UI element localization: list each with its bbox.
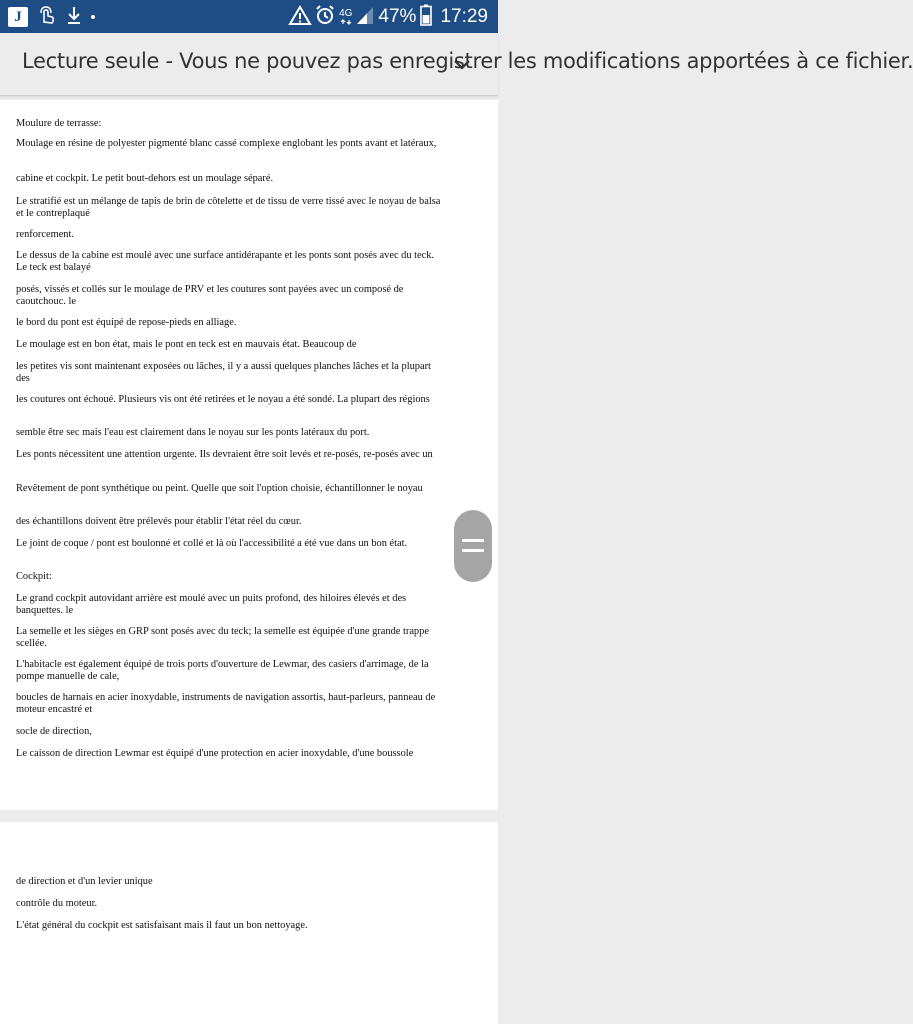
paragraph: de direction et d'un levier unique [16, 876, 153, 887]
status-bar [0, 0, 498, 33]
paragraph: Le dessus de la cabine est moulé avec une surface antidérapante et les ponts sont posés avec du teck. Le teck est balayé [16, 250, 435, 273]
fast-scroll-handle[interactable] [454, 510, 492, 582]
document-page-2 [0, 822, 498, 1024]
handle-grip-line [462, 539, 484, 542]
paragraph: des échantillons doivent être prélevés pour établir l'état réel du cœur. [16, 516, 302, 527]
network-type-indicator: 4G [339, 9, 352, 25]
signal-icon [356, 5, 374, 30]
paragraph: renforcement. [16, 229, 74, 240]
paragraph: boucles de harnais en acier inoxydable, instruments de navigation assortis, haut-parleurs, panneau de moteur encastré et [16, 692, 436, 715]
paragraph: Le caisson de direction Lewmar est équipé d'une protection en acier inoxydable, d'une boussole [16, 748, 414, 759]
paragraph: L'état général du cockpit est satisfaisant mais il faut un bon nettoyage. [16, 920, 308, 931]
paragraph: semble être sec mais l'eau est clairement dans le noyau sur les ponts latéraux du port. [16, 427, 370, 438]
paragraph: les coutures ont échoué. Plusieurs vis ont été retirées et le noyau a été sondé. La plupart des régions [16, 394, 430, 405]
section-heading-cockpit: Cockpit: [16, 571, 52, 582]
paragraph: Les ponts nécessitent une attention urgente. Ils devraient être soit levés et re-posés, re-posés avec un [16, 449, 433, 460]
paragraph: les petites vis sont maintenant exposées ou lâches, il y a aussi quelques planches lâches et la plupart des [16, 361, 431, 384]
paragraph: socle de direction, [16, 726, 92, 737]
download-icon [66, 5, 82, 30]
touch-icon [37, 5, 57, 30]
dot-icon [91, 15, 95, 19]
paragraph: posés, vissés et collés sur le moulage de PRV et les coutures sont payées avec un composé de caoutchouc. le [16, 284, 404, 307]
handle-grip-line [462, 549, 484, 552]
section-heading-moulure: Moulure de terrasse: [16, 118, 102, 129]
read-only-banner-title[interactable]: Lecture seule - Vous ne pouvez pas enregistrer les modifications apportées à ce fichier. [22, 49, 913, 73]
battery-icon [420, 4, 432, 31]
paragraph: Le moulage est en bon état, mais le pont en teck est en mauvais état. Beaucoup de [16, 339, 357, 350]
paragraph: Le joint de coque / pont est boulonné et collé et là où l'accessibilité a été vue dans un bon état. [16, 538, 408, 549]
app-bar [0, 33, 913, 96]
alarm-icon [315, 5, 335, 30]
paragraph: La semelle et les sièges en GRP sont posés avec du teck; la semelle est équipée d'une grande trappe scellée. [16, 626, 429, 649]
paragraph: L'habitacle est également équipé de trois ports d'ouverture de Lewmar, des casiers d'arrimage, de la pompe manuelle de cale, [16, 659, 429, 682]
paragraph: Le grand cockpit autovidant arrière est moulé avec un puits profond, des hiloires élevés et des banquettes. le [16, 593, 407, 616]
paragraph: Le stratifié est un mélange de tapis de brin de côtelette et de tissu de verre tissé avec le noyau de balsa et le contreplaqué [16, 196, 441, 219]
warning-icon [289, 5, 311, 30]
app-j-icon: J [8, 7, 28, 27]
battery-percent: 47% [378, 6, 417, 27]
chevron-down-icon[interactable] [452, 55, 472, 75]
paragraph: le bord du pont est équipé de repose-pieds en alliage. [16, 317, 237, 328]
paragraph: cabine et cockpit. Le petit bout-dehors est un moulage séparé. [16, 173, 274, 184]
paragraph: Revêtement de pont synthétique ou peint. Quelle que soit l'option choisie, échantillonner le noyau [16, 483, 423, 494]
paragraph: Moulage en résine de polyester pigmenté blanc cassé complexe englobant les ponts avant et latéraux, [16, 138, 437, 149]
clock-time: 17:29 [440, 6, 488, 27]
document-page-1 [0, 100, 498, 810]
paragraph: contrôle du moteur. [16, 898, 98, 909]
